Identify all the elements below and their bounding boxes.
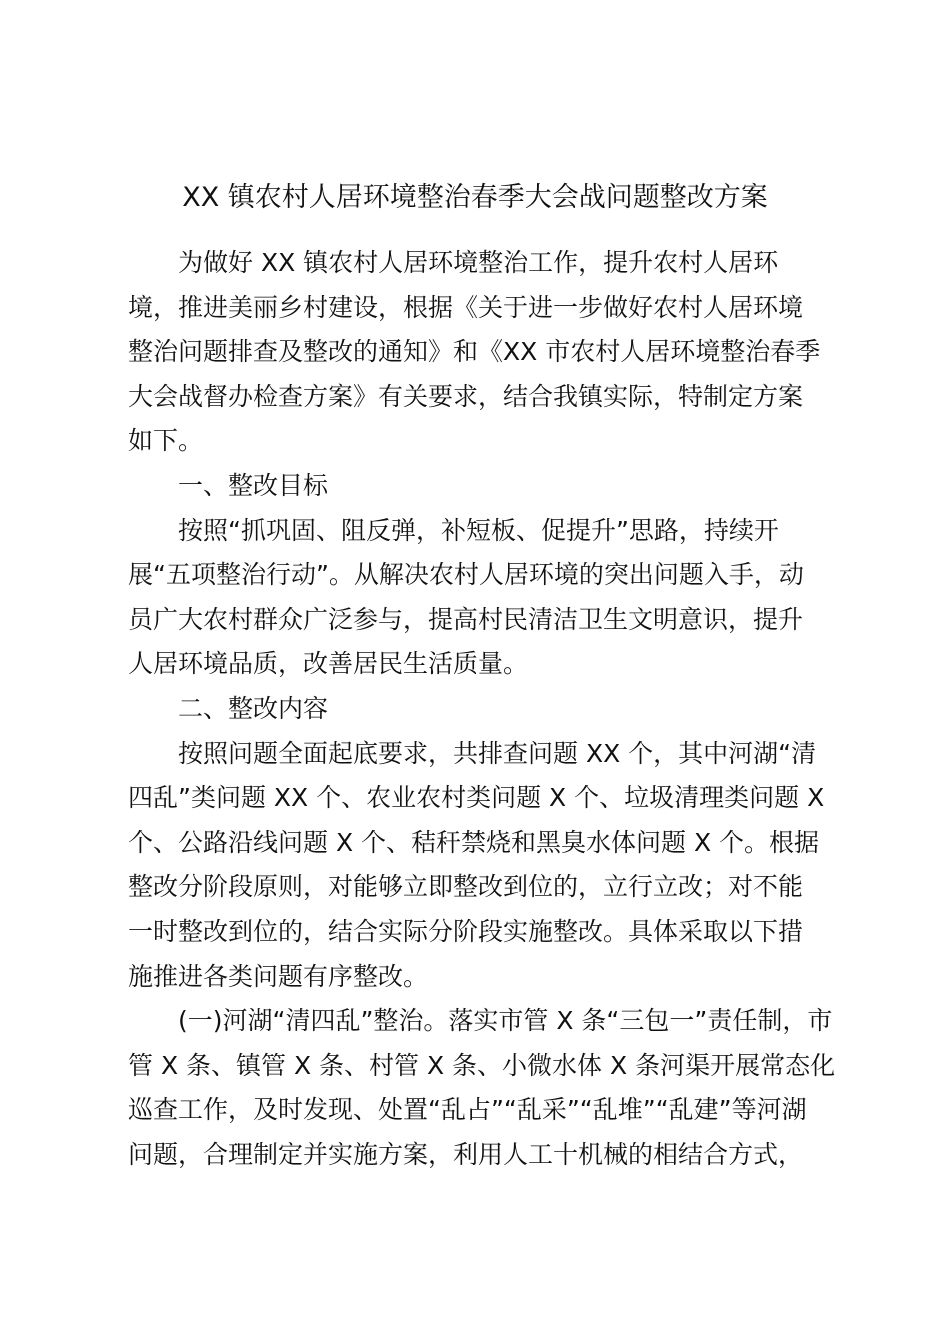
intro-paragraph: [128, 241, 828, 464]
text-line: 如下。: [128, 426, 204, 456]
text-line: 员广大农村群众广泛参与，提高村民清洁卫生文明意识，提升: [128, 604, 804, 634]
text-line: 整改分阶段原则，对能够立即整改到位的，立行立改；对不能: [128, 872, 804, 902]
text-line: 按照“抓巩固、阻反弹，补短板、促提升”思路，持续开: [178, 515, 779, 545]
text-line: 按照问题全面起底要求，共排查问题 XX 个，其中河湖“清: [178, 738, 817, 768]
text-line: 四乱”类问题 XX 个、农业农村类问题 X 个、垃圾清理类问题 X: [128, 783, 825, 813]
section-heading-goals: [128, 464, 828, 509]
text-line: 整治问题排查及整改的通知》和《XX 市农村人居环境整治春季: [128, 337, 821, 367]
text-line: 展“五项整治行动”。从解决农村人居环境的突出问题入手，动: [128, 560, 804, 590]
text-line: 管 X 条、镇管 X 条、村管 X 条、小微水体 X 条河渠开展常态化: [128, 1050, 836, 1080]
text-line: 巡查工作，及时发现、处置“乱占”“乱采”“乱堆”“乱建”等河湖: [128, 1095, 807, 1125]
text-line: 问题，合理制定并实施方案，利用人工十机械的相结合方式，: [128, 1139, 804, 1169]
text-line: 个、公路沿线问题 X 个、秸秆禁烧和黑臭水体问题 X 个。根据: [128, 827, 820, 857]
text-line: (一)河湖“清四乱”整治。落实市管 X 条“三包一”责任制，市: [178, 1006, 833, 1036]
text-line: 为做好 XX 镇农村人居环境整治工作，提升农村人居环: [178, 248, 779, 277]
item-river-lake-paragraph: [128, 999, 836, 1177]
section-heading-content: [128, 687, 828, 732]
text-line: 大会战督办检查方案》有关要求，结合我镇实际，特制定方案: [128, 381, 804, 411]
section-heading: 二、整改内容: [178, 693, 329, 723]
document-body: [128, 241, 836, 1177]
section-heading: 一、整改目标: [178, 470, 329, 500]
document-title: XX 镇农村人居环境整治春季大会战问题整改方案: [182, 182, 768, 213]
text-line: 境，推进美丽乡村建设，根据《关于进一步做好农村人居环境: [128, 292, 804, 322]
text-line: 人居环境品质，改善居民生活质量。: [128, 649, 529, 679]
content-paragraph: [128, 732, 828, 1000]
goals-paragraph: [128, 509, 828, 687]
text-line: 施推进各类问题有序整改。: [128, 961, 429, 991]
text-line: 一时整改到位的，结合实际分阶段实施整改。具体采取以下措: [128, 916, 804, 946]
